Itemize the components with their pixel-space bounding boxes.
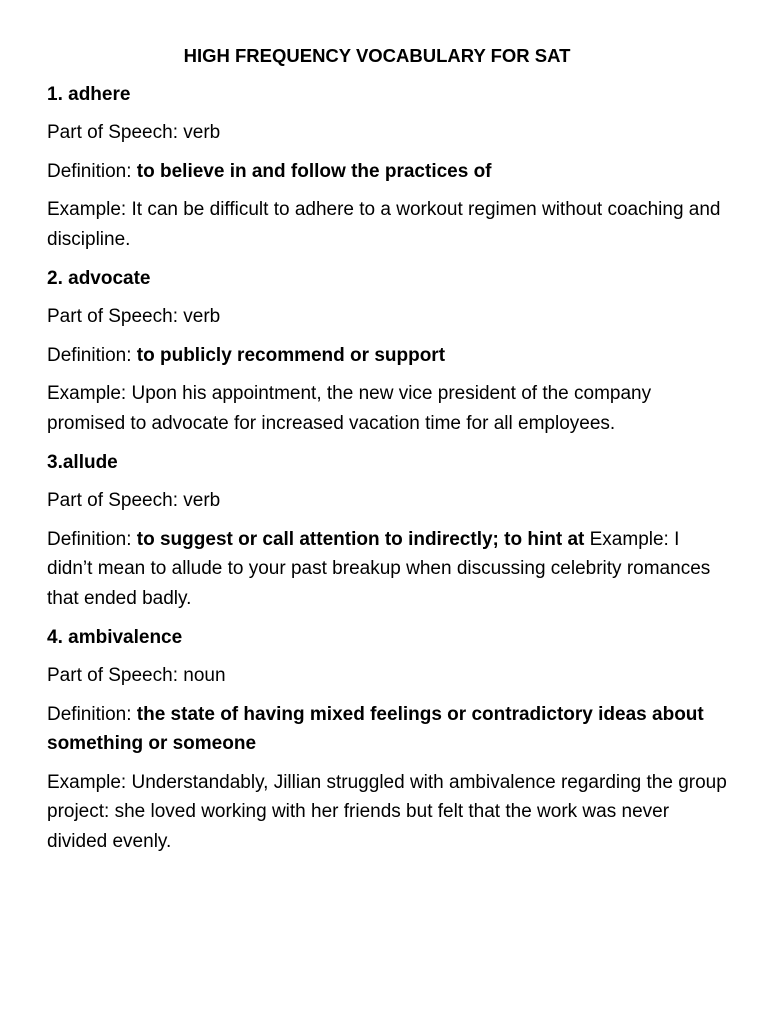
definition-text: to publicly recommend or support — [136, 344, 446, 366]
example — [47, 195, 727, 254]
entry-heading: 3.allude — [47, 452, 118, 473]
pos-value: verb — [183, 306, 221, 327]
definition — [47, 157, 727, 187]
example — [47, 379, 727, 438]
pos-label: Part of Speech: — [47, 122, 184, 143]
pos-value: verb — [183, 490, 221, 511]
example-label: Example: — [47, 199, 132, 220]
example-label: Example: — [47, 383, 132, 404]
document-title: HIGH FREQUENCY VOCABULARY FOR SAT — [183, 45, 571, 66]
definition — [47, 700, 727, 759]
document-page — [47, 42, 727, 856]
definition-label: Definition: — [47, 160, 137, 182]
example — [47, 768, 727, 857]
definition — [47, 341, 727, 371]
definition-text: to believe in and follow the practices of — [136, 160, 492, 182]
part-of-speech — [47, 302, 727, 332]
example-text: I didn’t mean to allude to your past breakup when discussing celebrity romances that ended badly. — [47, 528, 711, 609]
entry-heading: 2. advocate — [47, 268, 151, 289]
definition-label: Definition: — [47, 344, 137, 366]
example-text: Understandably, Jillian struggled with ambivalence regarding the group project: she loved working with her friends but felt that the work was never divided evenly. — [47, 771, 727, 852]
entry-heading: 1. adhere — [47, 84, 131, 105]
pos-label: Part of Speech: — [47, 306, 184, 327]
definition — [47, 525, 727, 614]
definition-label: Definition: — [47, 528, 137, 550]
pos-label: Part of Speech: — [47, 665, 184, 686]
entry-heading: 4. ambivalence — [47, 627, 183, 648]
example-label: Example: — [584, 528, 675, 550]
definition-label: Definition: — [47, 703, 137, 725]
example-label: Example: — [47, 771, 132, 793]
definition-text: the state of having mixed feelings or contradictory ideas about something or someone — [47, 703, 704, 754]
example-text: Upon his appointment, the new vice president of the company promised to advocate for increased vacation time for all employees. — [47, 383, 652, 434]
part-of-speech — [47, 486, 727, 516]
pos-value: noun — [183, 665, 226, 686]
pos-label: Part of Speech: — [47, 490, 184, 511]
definition-text: to suggest or call attention to indirectly; to hint at — [136, 528, 585, 550]
pos-value: verb — [183, 122, 221, 143]
part-of-speech — [47, 118, 727, 148]
example-text: It can be difficult to adhere to a workout regimen without coaching and discipline. — [47, 199, 721, 250]
part-of-speech — [47, 661, 727, 691]
